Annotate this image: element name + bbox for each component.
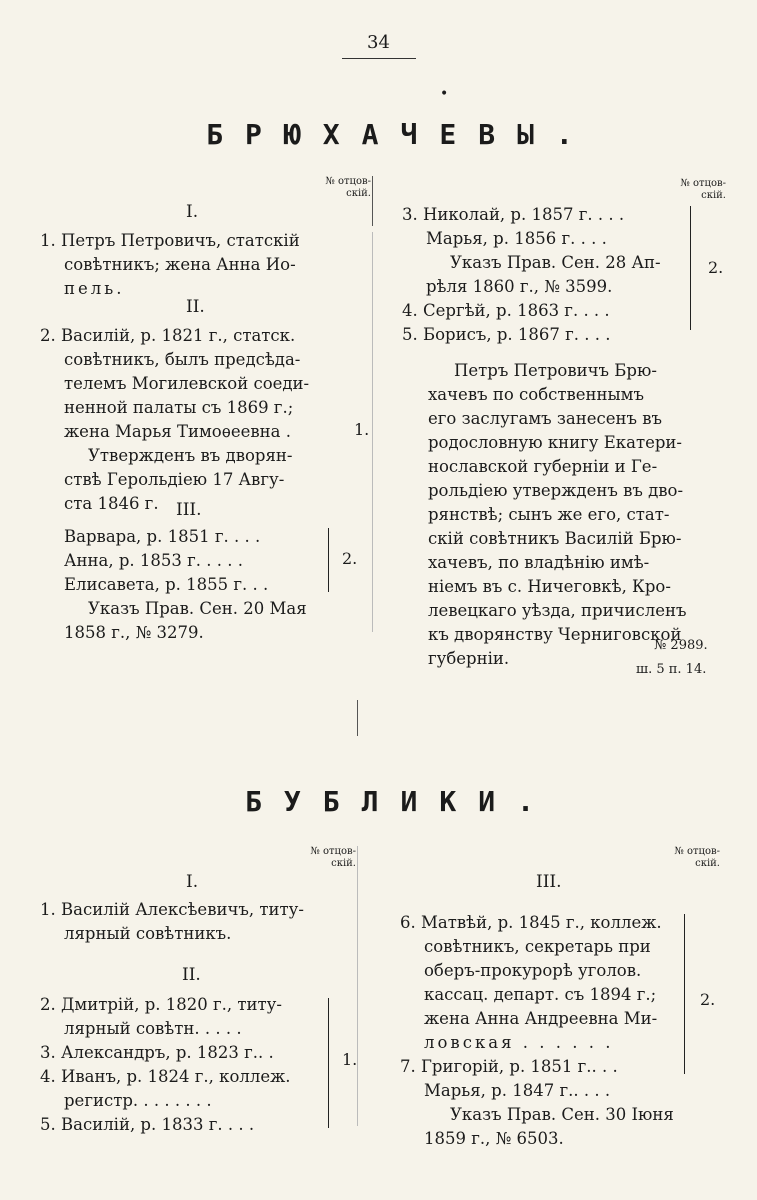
ornament-dot: • [440, 86, 449, 102]
entry-line: 1. Василій Алексѣевичъ, титу- [40, 900, 304, 919]
entry-line: совѣтникъ, секретарь при [424, 937, 651, 956]
note-line: рянствѣ; сынъ же его, стат- [428, 505, 670, 524]
entry-line: 4. Сергѣй, р. 1863 г. . . . [402, 301, 610, 320]
note-line: Петръ Петровичъ Брю- [454, 361, 657, 380]
entry-line: 3. Александръ, р. 1823 г.. . [40, 1043, 274, 1062]
column-divider [372, 232, 373, 632]
entry-line: 6. Матвѣй, р. 1845 г., коллеж. [400, 913, 662, 932]
entry-line: 4. Иванъ, р. 1824 г., коллеж. [40, 1067, 291, 1086]
note-line: ніемъ въ с. Ничеговкѣ, Кро- [428, 577, 671, 596]
note-line: его заслугамъ занесенъ въ [428, 409, 663, 428]
entry-line: Указъ Прав. Сен. 28 Ап- [450, 253, 661, 272]
father-number: 2. [342, 549, 358, 568]
father-column-header: № отцов- скій. [310, 846, 356, 869]
father-number: 1. [342, 1050, 358, 1069]
section-title-bubliki: БУБЛИКИ. [245, 785, 556, 818]
father-number: 2. [708, 258, 724, 277]
entry-line: пель. [64, 279, 125, 298]
entry-line: оберъ-прокурорѣ уголов. [424, 961, 642, 980]
entry-line: 5. Борисъ, р. 1867 г. . . . [402, 325, 611, 344]
entry-line: жена Анна Андреевна Ми- [424, 1009, 658, 1028]
entry-line: 3. Николай, р. 1857 г. . . . [402, 205, 625, 224]
generation-heading: III. [536, 872, 562, 892]
note-line: родословную книгу Екатери- [428, 433, 682, 452]
section-separator [357, 700, 358, 736]
entry-line: жена Марья Тимоѳеевна . [64, 422, 291, 441]
column-divider [372, 176, 373, 226]
entry-line: телемъ Могилевской соеди- [64, 374, 310, 393]
entry-line: совѣтникъ; жена Анна Ио- [64, 255, 296, 274]
father-number: 1. [354, 420, 370, 439]
entry-line: ненной палаты съ 1869 г.; [64, 398, 294, 417]
archive-reference: № 2989. [654, 638, 708, 653]
entry-line: Марья, р. 1847 г.. . . . [424, 1081, 611, 1100]
entry-line: 1859 г., № 6503. [424, 1129, 564, 1148]
note-line: хачевъ по собственнымъ [428, 385, 645, 404]
entry-line: Анна, р. 1853 г. . . . . [64, 551, 243, 570]
entry-line: ловская . . . . . . [424, 1033, 614, 1052]
entry-line: совѣтникъ, былъ предсѣда- [64, 350, 301, 369]
note-line: левецкаго уѣзда, причисленъ [428, 601, 687, 620]
entry-line: рѣля 1860 г., № 3599. [426, 277, 613, 296]
entry-line: 2. Дмитрій, р. 1820 г., титу- [40, 995, 282, 1014]
entry-line: Марья, р. 1856 г. . . . [426, 229, 607, 248]
entry-line: Указъ Прав. Сен. 20 Мая [88, 599, 307, 618]
brace [328, 528, 329, 592]
generation-heading: II. [182, 965, 201, 985]
generation-heading: III. [176, 500, 202, 520]
entry-line: 7. Григорій, р. 1851 г.. . . [400, 1057, 618, 1076]
entry-line: Указъ Прав. Сен. 30 Іюня [450, 1105, 674, 1124]
entry-line: регистр. . . . . . . . [64, 1091, 212, 1110]
generation-heading: I. [186, 872, 199, 892]
brace [684, 914, 685, 1074]
father-number: 2. [700, 990, 716, 1009]
entry-line: 1. Петръ Петровичъ, статскій [40, 231, 300, 250]
entry-line: кассац. департ. съ 1894 г.; [424, 985, 657, 1004]
note-line: губерніи. [428, 649, 510, 668]
note-line: хачевъ, по владѣнію имѣ- [428, 553, 650, 572]
entry-line: лярный совѣтникъ. [64, 924, 232, 943]
entry-line: 5. Василій, р. 1833 г. . . . [40, 1115, 255, 1134]
brace [328, 998, 329, 1128]
brace [690, 206, 691, 330]
father-column-header: № отцов- скій. [680, 178, 726, 201]
entry-line: Утвержденъ въ дворян- [88, 446, 293, 465]
entry-line: 2. Василій, р. 1821 г., статск. [40, 326, 296, 345]
note-line: къ дворянству Черниговской [428, 625, 682, 644]
entry-line: Елисавета, р. 1855 г. . . [64, 575, 269, 594]
section-title-bryukhachevy: БРЮХАЧЕВЫ. [206, 118, 595, 151]
father-column-header: № отцов- скій. [674, 846, 720, 869]
header-rule [342, 58, 416, 59]
note-line: скій совѣтникъ Василій Брю- [428, 529, 682, 548]
note-line: нославской губерніи и Ге- [428, 457, 658, 476]
generation-heading: I. [186, 202, 199, 222]
entry-line: ста 1846 г. [64, 494, 159, 513]
entry-line: лярный совѣтн. . . . . [64, 1019, 242, 1038]
father-column-header: № отцов- скій. [325, 176, 371, 199]
entry-line: 1858 г., № 3279. [64, 623, 204, 642]
note-line: рольдіею утвержденъ въ дво- [428, 481, 684, 500]
column-divider [357, 846, 358, 1126]
entry-line: ствѣ Герольдіею 17 Авгу- [64, 470, 285, 489]
archive-reference: ш. 5 п. 14. [636, 662, 707, 677]
entry-line: Варвара, р. 1851 г. . . . [64, 527, 261, 546]
page-number: 34 [367, 32, 390, 53]
generation-heading: II. [186, 297, 205, 317]
